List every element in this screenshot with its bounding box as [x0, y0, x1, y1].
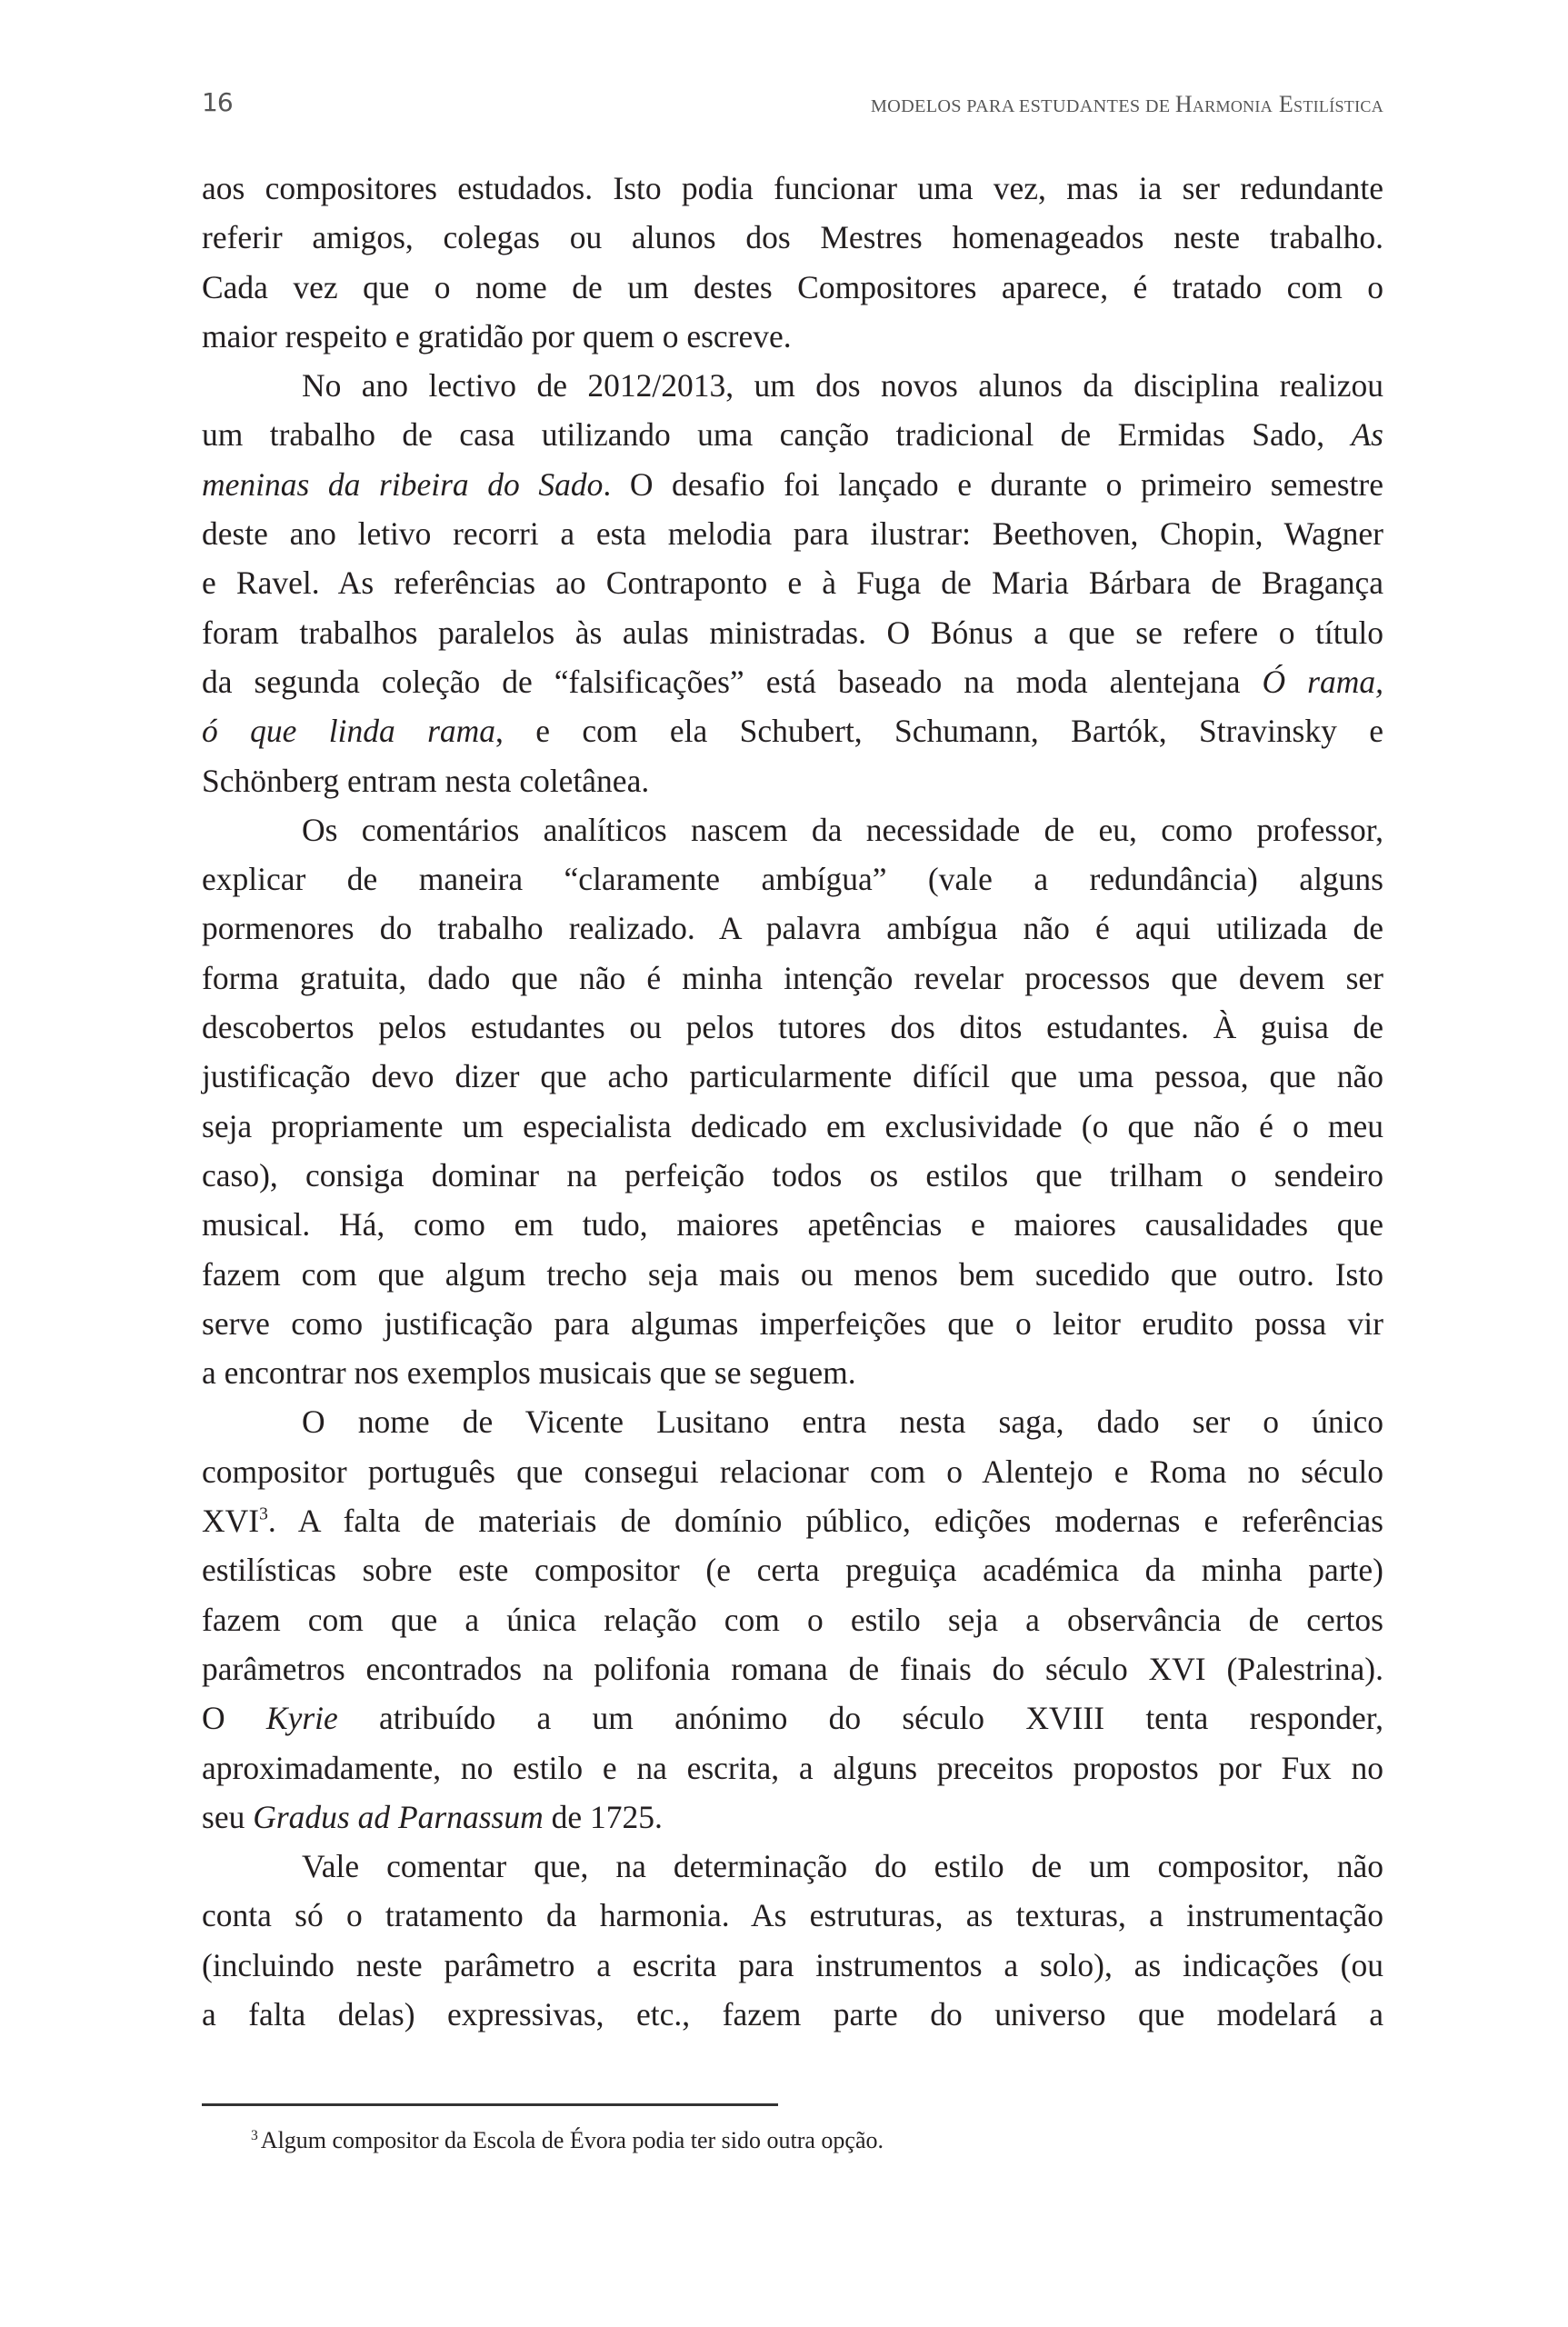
- text-run: de 1725.: [543, 1798, 663, 1835]
- text-line: [202, 1052, 1383, 1101]
- text-line: [202, 1990, 1383, 2039]
- text-run: O nome de Vicente Lusitano entra nesta saga, dado ser o único: [302, 1403, 1383, 1441]
- text-line: [202, 1941, 1383, 1990]
- text-run: Vale comentar que, na determinação do estilo de um compositor, não: [302, 1848, 1383, 1885]
- running-title-main: Harmonia Estilística: [1174, 91, 1383, 117]
- text-line: [202, 1743, 1383, 1793]
- text-run: referir amigos, colegas ou alunos dos Mestres homenageados neste trabalho.: [202, 219, 1383, 256]
- text-line: [202, 1151, 1383, 1200]
- text-run: No ano lectivo de 2012/2013, um dos novos alunos da disciplina realizou: [302, 367, 1383, 404]
- text-run: XVI: [202, 1503, 260, 1540]
- footnote-separator: [202, 2103, 778, 2106]
- text-line: [202, 1891, 1383, 1940]
- text-line: [202, 904, 1383, 953]
- text-run: seja propriamente um especialista dedicado em exclusividade (o que não é o meu: [202, 1107, 1383, 1144]
- footnote-3: [251, 2127, 884, 2154]
- text-line: [202, 1693, 1383, 1743]
- text-run: (incluindo neste parâmetro a escrita para instrumentos a solo), as indicações (ou: [202, 1946, 1383, 1983]
- text-run: parâmetros encontrados na polifonia romana de finais do século XVI (Palestrina).: [202, 1650, 1383, 1687]
- italic-text: Ó rama,: [1262, 663, 1383, 700]
- text-line: [202, 756, 1383, 805]
- text-line: [202, 164, 1383, 213]
- text-line: [202, 954, 1383, 1003]
- text-line: [202, 263, 1383, 312]
- page-number: 16: [202, 87, 233, 117]
- text-run: explicar de maneira “claramente ambígua” (vale a redundância) alguns: [202, 861, 1383, 898]
- text-run: fazem com que a única relação com o estilo seja a observância de certos: [202, 1601, 1383, 1638]
- text-run: Schönberg entram nesta coletânea.: [202, 762, 650, 799]
- footnote-marker: 3: [251, 2127, 258, 2143]
- text-line: [202, 1250, 1383, 1299]
- text-line: [202, 1447, 1383, 1496]
- paragraph: [202, 805, 1383, 1398]
- text-line: [202, 460, 1383, 509]
- running-title-prefix: MODELOS PARA ESTUDANTES DE: [870, 96, 1175, 116]
- italic-text: Gradus ad Parnassum: [253, 1798, 544, 1835]
- text-line: [202, 1793, 1383, 1842]
- page-header: [202, 87, 1383, 124]
- text-line: [202, 657, 1383, 706]
- text-run: fazem com que algum trecho seja mais ou menos bem sucedido que outro. Isto: [202, 1255, 1383, 1293]
- text-run: , e com ela Schubert, Schumann, Bartók, Stravinsky e: [495, 713, 1383, 750]
- text-run: Os comentários analíticos nascem da necessidade de eu, como professor,: [302, 811, 1383, 848]
- text-run: deste ano letivo recorri a esta melodia para ilustrar: Beethoven, Chopin, Wagner: [202, 515, 1383, 553]
- text-line: [202, 1545, 1383, 1594]
- text-run: justificação devo dizer que acho particularmente difícil que uma pessoa, que não: [202, 1058, 1383, 1095]
- text-run: estilísticas sobre este compositor (e certa preguiça académica da minha parte): [202, 1552, 1383, 1589]
- italic-text: meninas da ribeira do Sado: [202, 465, 604, 503]
- text-run: . A falta de materiais de domínio público, edições modernas e referências: [267, 1503, 1383, 1540]
- text-line: [202, 558, 1383, 607]
- text-run: a falta delas) expressivas, etc., fazem parte do universo que modelará a: [202, 1995, 1383, 2032]
- text-run: descobertos pelos estudantes ou pelos tutores dos ditos estudantes. À guisa de: [202, 1009, 1383, 1046]
- text-run: forma gratuita, dado que não é minha intenção revelar processos que devem ser: [202, 959, 1383, 996]
- text-line: [202, 1200, 1383, 1249]
- text-run: O: [202, 1700, 266, 1737]
- text-run: foram trabalhos paralelos às aulas ministradas. O Bónus a que se refere o título: [202, 614, 1383, 651]
- text-run: maior respeito e gratidão por quem o escreve.: [202, 317, 792, 355]
- text-line: [202, 1397, 1383, 1446]
- text-line: [202, 1595, 1383, 1644]
- text-run: aproximadamente, no estilo e na escrita, a alguns preceitos propostos por Fux no: [202, 1749, 1383, 1786]
- italic-text: Kyrie: [265, 1700, 338, 1737]
- paragraph: [202, 164, 1383, 361]
- text-run: atribuído a um anónimo do século XVIII tenta responder,: [337, 1700, 1383, 1737]
- body-text: [202, 164, 1383, 2039]
- text-run: compositor português que consegui relacionar com o Alentejo e Roma no século: [202, 1453, 1383, 1490]
- text-line: [202, 1102, 1383, 1151]
- text-run: caso), consiga dominar na perfeição todos os estilos que trilham o sendeiro: [202, 1156, 1383, 1193]
- text-line: [202, 312, 1383, 361]
- text-run: Cada vez que o nome de um destes Compositores aparece, é tratado com o: [202, 268, 1383, 305]
- italic-text: ó que linda rama: [202, 713, 496, 750]
- text-run: pormenores do trabalho realizado. A palavra ambígua não é aqui utilizada de: [202, 910, 1383, 947]
- running-title: [871, 91, 1383, 118]
- text-run: a encontrar nos exemplos musicais que se seguem.: [202, 1354, 856, 1392]
- text-run: serve como justificação para algumas imperfeições que o leitor erudito possa vir: [202, 1304, 1383, 1342]
- text-line: [202, 410, 1383, 459]
- text-line: [202, 805, 1383, 854]
- text-line: [202, 706, 1383, 755]
- italic-text: As: [1351, 416, 1383, 454]
- paragraph: [202, 1397, 1383, 1842]
- text-line: [202, 1003, 1383, 1052]
- text-run: conta só o tratamento da harmonia. As estruturas, as texturas, a instrumentação: [202, 1897, 1383, 1934]
- text-run: um trabalho de casa utilizando uma canção tradicional de Ermidas Sado,: [202, 416, 1352, 454]
- text-line: [202, 509, 1383, 558]
- text-run: da segunda coleção de “falsificações” está baseado na moda alentejana: [202, 663, 1263, 700]
- text-line: [202, 608, 1383, 657]
- text-run: seu: [202, 1798, 254, 1835]
- text-run: musical. Há, como em tudo, maiores apetências e maiores causalidades que: [202, 1206, 1383, 1243]
- text-line: [202, 1299, 1383, 1348]
- text-line: [202, 1842, 1383, 1891]
- paragraph: [202, 361, 1383, 805]
- text-run: e Ravel. As referências ao Contraponto e à Fuga de Maria Bárbara de Bragança: [202, 564, 1383, 602]
- text-line: [202, 1348, 1383, 1397]
- text-line: [202, 361, 1383, 410]
- text-line: [202, 1644, 1383, 1693]
- text-line: [202, 1496, 1383, 1545]
- text-line: [202, 854, 1383, 904]
- footnote-reference: 3: [259, 1504, 268, 1524]
- paragraph: [202, 1842, 1383, 2039]
- footnote-text: Algum compositor da Escola de Évora podia ter sido outra opção.: [260, 2127, 884, 2153]
- text-run: . O desafio foi lançado e durante o primeiro semestre: [603, 465, 1383, 503]
- text-line: [202, 213, 1383, 262]
- text-run: aos compositores estudados. Isto podia funcionar uma vez, mas ia ser redundante: [202, 170, 1383, 206]
